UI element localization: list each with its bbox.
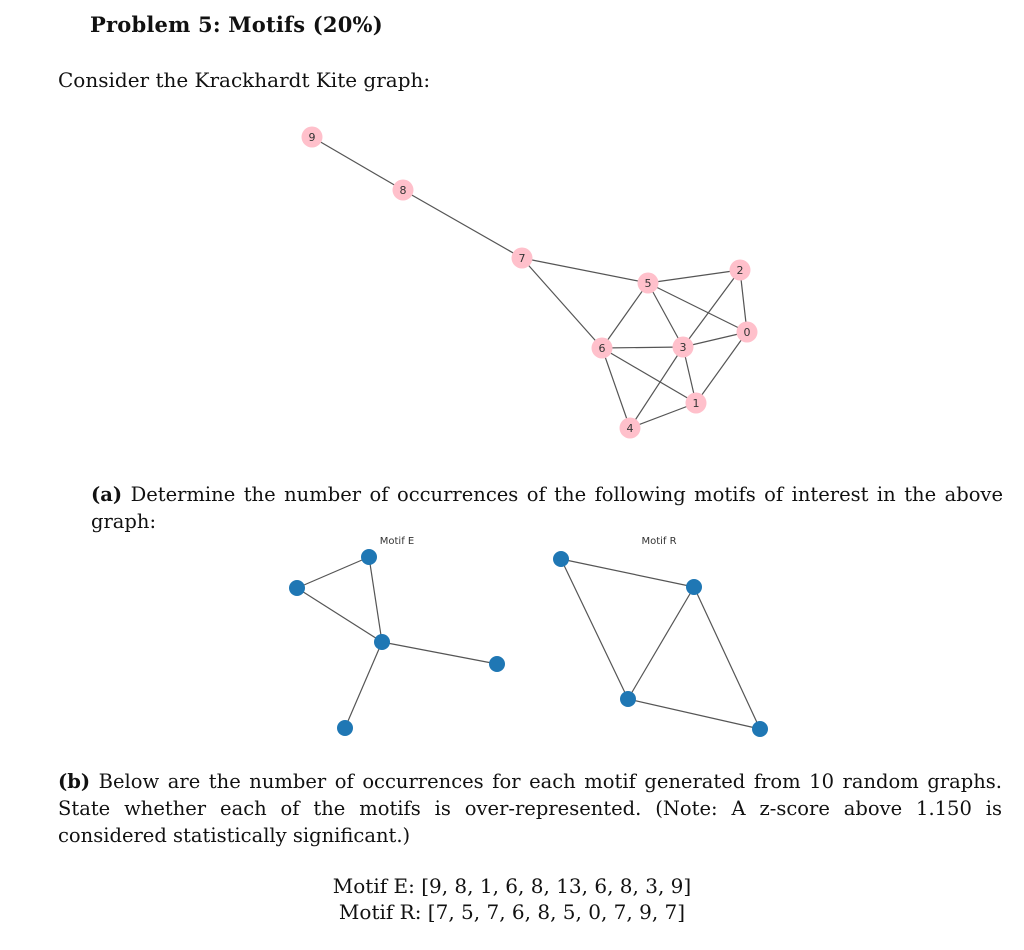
motif-r-node-3: [752, 721, 768, 737]
motif-e-title: Motif E: [379, 536, 415, 547]
motif-r-title: Motif R: [641, 536, 677, 547]
motif-e-node-0: [289, 580, 305, 596]
occurrence-list: [0, 873, 1024, 925]
kite-node-label: 8: [399, 184, 407, 197]
motif-e-edge-3: [382, 642, 497, 664]
motif-r-edge-0: [561, 559, 694, 587]
motif-e-node-2: [374, 634, 390, 650]
motif-r-edges: [561, 559, 760, 729]
motif-r-graph: [540, 530, 780, 750]
kite-node-8: [393, 180, 414, 201]
kite-edge-5-6: [602, 283, 648, 348]
motif-e-edges: [297, 557, 497, 728]
motif-e-node-4: [337, 720, 353, 736]
part-b-question: [58, 768, 1002, 849]
problem-title: Problem 5: Motifs (20%): [90, 12, 383, 37]
kite-node-1: [686, 393, 707, 414]
kite-edge-8-7: [403, 190, 522, 258]
motif-r-node-1: [686, 579, 702, 595]
kite-node-7: [512, 248, 533, 269]
part-b-text: Below are the number of occurrences for each motif generated from 10 random graphs. State whether each of the motifs is over-represented. (Note: A z-score above 1.150 is considered statistically significant.): [58, 770, 1002, 847]
kite-graph: [0, 0, 1024, 460]
kite-node-4: [620, 418, 641, 439]
kite-node-6: [592, 338, 613, 359]
motif-r-edge-1: [561, 559, 628, 699]
kite-node-label: 3: [679, 341, 687, 354]
motif-r-edge-4: [628, 699, 760, 729]
motif-r-edge-3: [694, 587, 760, 729]
kite-edge-5-3: [648, 283, 683, 347]
kite-edge-6-3: [602, 347, 683, 348]
motif-e-graph: [270, 530, 520, 750]
motif-e-node-3: [489, 656, 505, 672]
part-a-text: Determine the number of occurrences of the following motifs of interest in the above graph:: [91, 483, 1003, 533]
motif-e-node-1: [361, 549, 377, 565]
motif-r-node-2: [620, 691, 636, 707]
kite-node-2: [730, 260, 751, 281]
kite-node-label: 7: [518, 252, 526, 265]
kite-edge-6-4: [602, 348, 630, 428]
motif-r-node-0: [553, 551, 569, 567]
motif-e-edge-4: [345, 642, 382, 728]
kite-node-label: 4: [626, 422, 634, 435]
kite-node-label: 5: [644, 277, 652, 290]
part-a-question: [91, 481, 1003, 535]
kite-node-label: 6: [598, 342, 606, 355]
kite-node-label: 0: [743, 326, 751, 339]
kite-nodes: [302, 127, 758, 439]
motif-e-edge-1: [297, 588, 382, 642]
part-a-label: (a): [91, 483, 123, 506]
kite-node-9: [302, 127, 323, 148]
kite-node-label: 1: [692, 397, 700, 410]
kite-edge-4-1: [630, 403, 696, 428]
kite-edges: [312, 137, 747, 428]
kite-edge-3-4: [630, 347, 683, 428]
kite-edge-5-2: [648, 270, 740, 283]
motif-e-occurrences: Motif E: [9, 8, 1, 6, 8, 13, 6, 8, 3, 9]: [332, 874, 692, 898]
kite-node-label: 9: [308, 131, 316, 144]
intro-text: Consider the Krackhardt Kite graph:: [58, 68, 431, 92]
kite-node-0: [737, 322, 758, 343]
kite-node-3: [673, 337, 694, 358]
motif-r-occurrences: Motif R: [7, 5, 7, 6, 8, 5, 0, 7, 9, 7]: [338, 900, 686, 924]
kite-node-label: 2: [736, 264, 744, 277]
motif-r-edge-2: [628, 587, 694, 699]
kite-edge-9-8: [312, 137, 403, 190]
motif-e-edge-2: [369, 557, 382, 642]
kite-node-5: [638, 273, 659, 294]
part-b-label: (b): [58, 770, 91, 793]
kite-edge-5-0: [648, 283, 747, 332]
motif-e-edge-0: [297, 557, 369, 588]
